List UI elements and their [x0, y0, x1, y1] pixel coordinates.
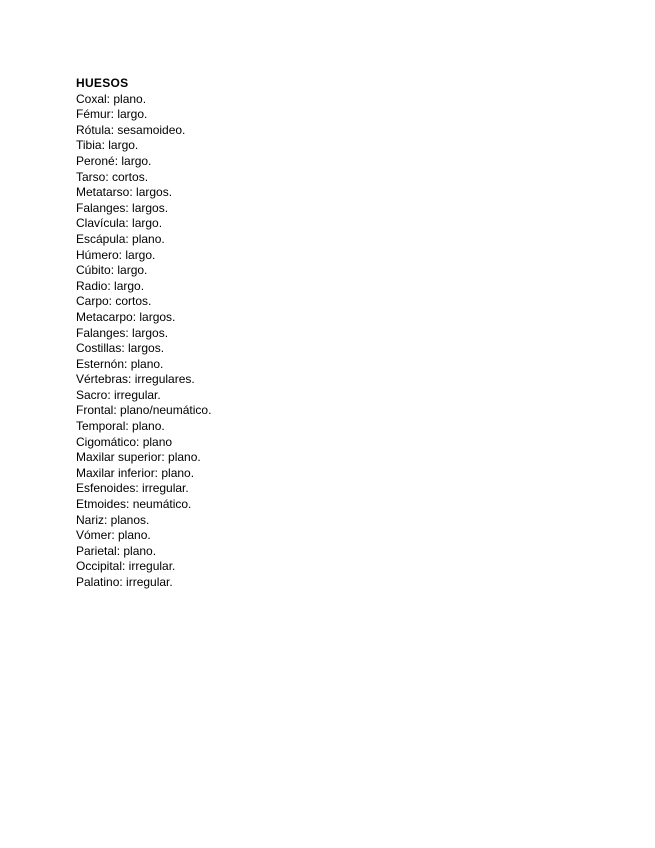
bone-list-item: Carpo: cortos. [76, 294, 152, 309]
bone-list-item: Vómer: plano. [76, 528, 151, 543]
bone-list-item: Peroné: largo. [76, 153, 152, 168]
bone-list-item: Temporal: plano. [76, 419, 165, 434]
bone-list-item: Clavícula: largo. [76, 216, 163, 231]
bone-list-item: Coxal: plano. [76, 91, 147, 106]
bone-list [76, 92, 211, 591]
bone-list-item: Fémur: largo. [76, 107, 148, 122]
bone-list-item: Metatarso: largos. [76, 185, 173, 200]
bone-list-item: Cigomático: plano [76, 434, 173, 449]
bone-list-item: Húmero: largo. [76, 247, 156, 262]
bone-list-item: Nariz: planos. [76, 512, 150, 527]
bone-list-item: Tarso: cortos. [76, 169, 149, 184]
bone-list-item: Esfenoides: irregular. [76, 481, 189, 496]
bone-list-item: Falanges: largos. [76, 200, 169, 215]
bone-list-item: Frontal: plano/neumático. [76, 403, 212, 418]
bone-list-item: Palatino: irregular. [76, 575, 173, 589]
document-body [76, 76, 211, 591]
bone-list-item: Metacarpo: largos. [76, 309, 176, 324]
bone-list-item: Falanges: largos. [76, 325, 169, 340]
bone-list-item: Escápula: plano. [76, 231, 165, 246]
bone-list-item: Rótula: sesamoideo. [76, 122, 186, 137]
bone-list-item: Costillas: largos. [76, 341, 165, 356]
bone-list-item: Vértebras: irregulares. [76, 372, 195, 387]
bone-list-item: Maxilar superior: plano. [76, 450, 201, 465]
bone-list-item: Radio: largo. [76, 278, 145, 293]
bone-list-item: Etmoides: neumático. [76, 497, 192, 512]
bone-list-item: Maxilar inferior: plano. [76, 465, 195, 480]
bone-list-item: Occipital: irregular. [76, 559, 176, 574]
bone-list-item: Tibia: largo. [76, 138, 139, 153]
bone-list-item: Cúbito: largo. [76, 263, 148, 278]
bone-list-item: Sacro: irregular. [76, 387, 161, 402]
bone-list-item: Parietal: plano. [76, 543, 157, 558]
document-heading: HUESOS [76, 76, 129, 90]
bone-list-item: Esternón: plano. [76, 356, 164, 371]
